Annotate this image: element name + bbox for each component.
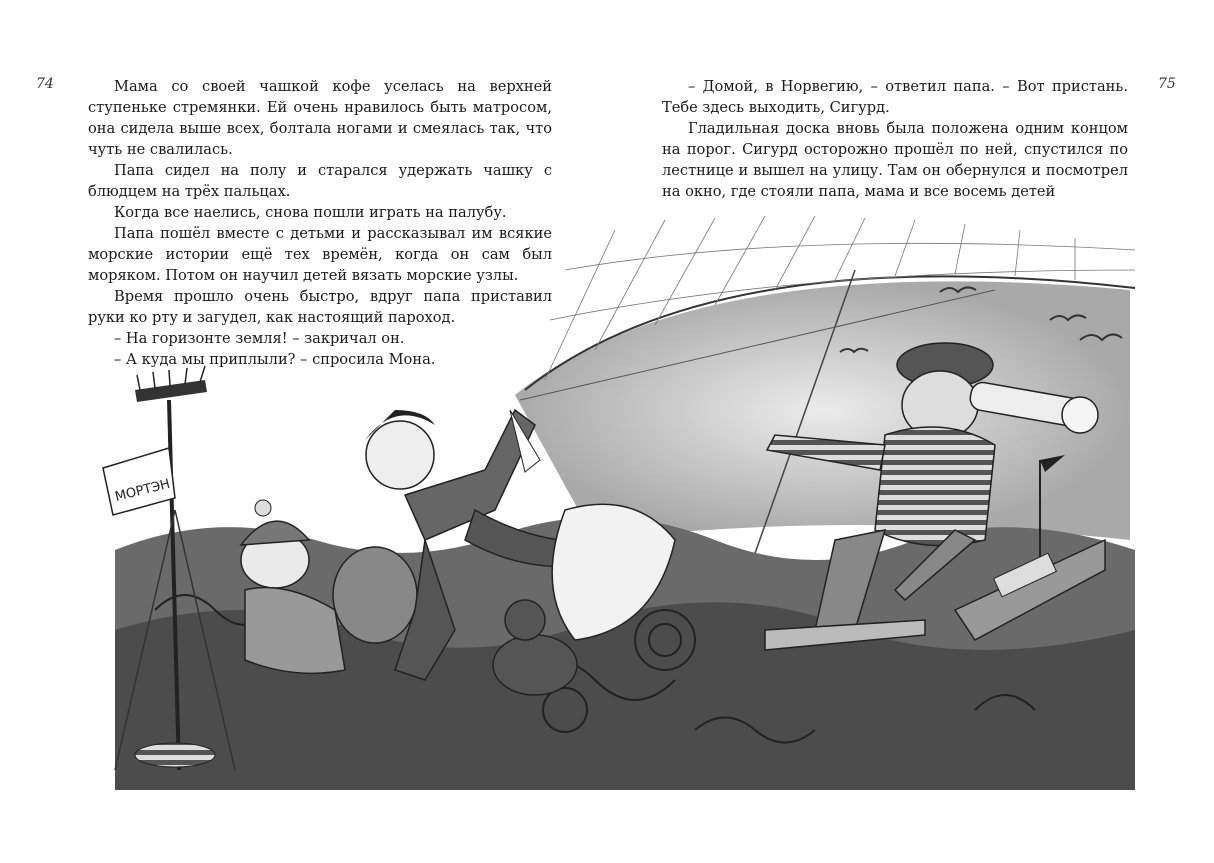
page-number-right: 75 [1158,76,1176,92]
paragraph: – А куда мы приплыли? – спросила Мона. [114,351,436,368]
paragraph: Папа пошёл вместе с детьми и рассказывал им всякие морские истории ещё тех времён, когда он сам был моряком. Потом он научил детей вязать морские узлы. [88,225,552,284]
paragraph: – Домой, в Норвегию, – ответил папа. – Вот пристань. Тебе здесь выходить, Сигурд. [662,78,1128,116]
right-page-text [662,76,1128,202]
illustration [95,210,1155,800]
paragraph: Время прошло очень быстро, вдруг папа приставил руки ко рту и загудел, как настоящий пароход. [88,288,552,326]
page-number-left: 74 [36,76,54,92]
paragraph: Гладильная доска вновь была положена одним концом на порог. Сигурд осторожно прошёл по ней, спустился по лестнице и вышел на улицу. Там он обернулся и посмотрел на окно, где стояли папа, мама и все восемь детей [662,120,1128,200]
paragraph: Мама со своей чашкой кофе уселась на верхней ступеньке стремянки. Ей очень нравилось быть матросом, она сидела выше всех, болтала ногами и смеялась так, что чуть не свалилась. [88,78,552,158]
paragraph: – На горизонте земля! – закричал он. [114,330,405,347]
paragraph: Папа сидел на полу и старался удержать чашку с блюдцем на трёх пальцах. [88,162,552,200]
flag [103,448,175,515]
paragraph: Когда все наелись, снова пошли играть на палубу. [114,204,507,221]
flag-label: МОРТЭН [113,476,172,505]
